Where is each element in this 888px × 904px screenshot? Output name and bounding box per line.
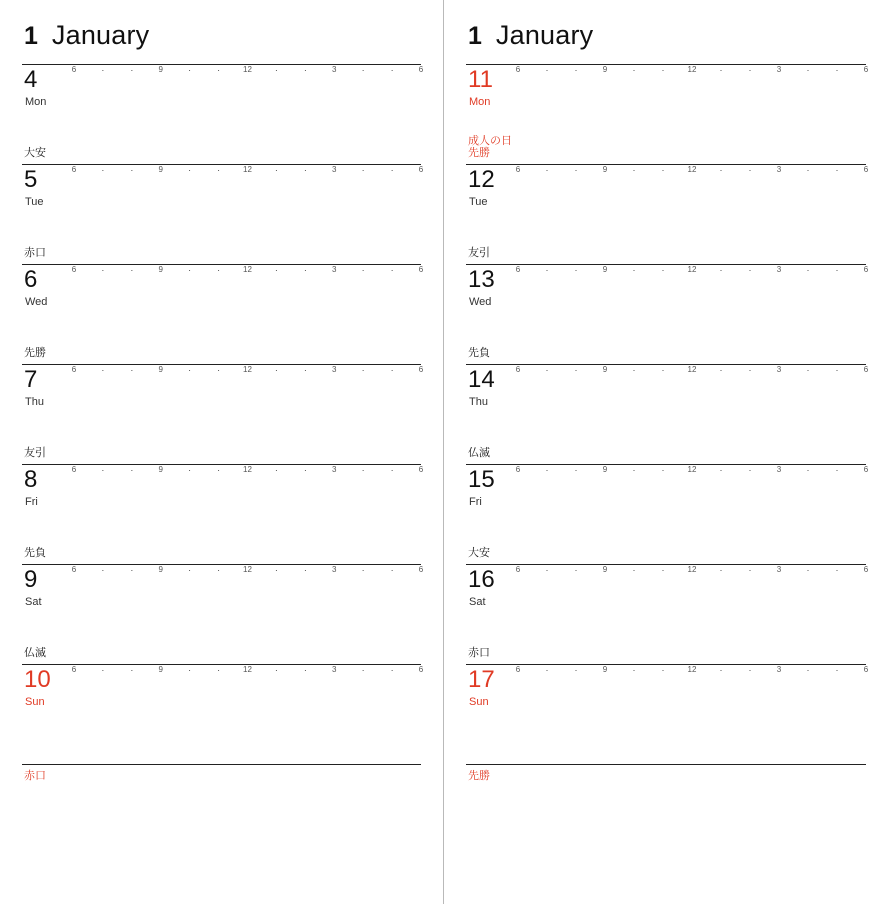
hour-tick-label: 9	[602, 265, 608, 274]
day-number: 17	[468, 666, 495, 693]
hour-tick-dot: ·	[188, 665, 192, 675]
hour-tick-label: 9	[602, 365, 608, 374]
day-name: Thu	[469, 396, 488, 408]
hour-tick-dot: ·	[303, 65, 307, 75]
hour-tick-dot: ·	[390, 165, 394, 175]
hour-tick-dot: ·	[545, 565, 549, 575]
hour-scale	[71, 265, 424, 279]
hour-tick-dot: ·	[303, 665, 307, 675]
rokuyou-label: 友引	[24, 447, 46, 459]
hour-tick-label: 12	[243, 365, 252, 374]
hour-tick-label: 6	[515, 265, 521, 274]
rokuyou-label: 先勝	[468, 770, 490, 782]
hour-tick-dot: ·	[303, 465, 307, 475]
hour-tick-label: 12	[687, 665, 697, 674]
rokuyou-label: 先負	[468, 347, 490, 359]
hour-tick-dot: ·	[632, 465, 636, 475]
hour-tick-label: 6	[515, 665, 521, 674]
hour-tick-dot: ·	[574, 365, 578, 375]
day-row[interactable]	[22, 147, 424, 264]
hour-tick-dot: ·	[806, 365, 810, 375]
page-right-content	[444, 0, 888, 904]
hour-tick-label: 6	[418, 65, 424, 74]
hour-tick-dot: ·	[101, 365, 105, 375]
month-number: 1	[468, 22, 482, 50]
day-name: Mon	[25, 96, 47, 108]
hour-tick-dot: ·	[217, 665, 221, 675]
hour-tick-label: 6	[515, 65, 521, 74]
hour-tick-dot: ·	[361, 565, 365, 575]
rokuyou-label: 仏滅	[468, 447, 490, 459]
day-row[interactable]	[22, 647, 424, 764]
day-row[interactable]	[22, 547, 424, 664]
hour-tick-dot: ·	[188, 165, 192, 175]
hour-tick-dot: ·	[101, 665, 105, 675]
month-name: January	[51, 20, 150, 50]
hour-tick-dot: ·	[217, 465, 221, 475]
hour-tick-dot: ·	[217, 265, 221, 275]
hour-tick-dot: ·	[661, 65, 665, 75]
hour-tick-dot: ·	[719, 565, 723, 575]
hour-tick-label: 9	[158, 565, 163, 574]
hour-tick-label: 6	[863, 665, 869, 674]
hour-scale	[515, 65, 869, 79]
hour-tick-label: 6	[418, 565, 424, 574]
hour-tick-label: 9	[158, 465, 163, 474]
hour-tick-label: 9	[602, 565, 608, 574]
hour-tick-dot: ·	[390, 365, 394, 375]
hour-tick-dot: ·	[748, 565, 752, 575]
day-name: Sun	[469, 696, 489, 708]
day-number: 15	[468, 466, 495, 493]
hour-tick-dot: ·	[303, 165, 307, 175]
hour-tick-dot: ·	[748, 665, 752, 675]
hour-tick-dot: ·	[574, 465, 578, 475]
hour-tick-dot: ·	[361, 165, 365, 175]
hour-tick-dot: ·	[390, 65, 394, 75]
hour-tick-dot: ·	[188, 365, 192, 375]
day-name: Tue	[25, 196, 44, 208]
month-name: January	[495, 20, 594, 50]
hour-tick-label: 3	[332, 165, 337, 174]
page-right	[444, 0, 888, 904]
hour-tick-dot: ·	[748, 365, 752, 375]
hour-tick-label: 3	[332, 65, 337, 74]
hour-tick-dot: ·	[188, 465, 192, 475]
hour-tick-dot: ·	[130, 165, 134, 175]
hour-tick-dot: ·	[130, 365, 134, 375]
hour-scale	[71, 465, 424, 479]
day-number: 5	[24, 166, 38, 193]
hour-tick-label: 6	[515, 465, 521, 474]
day-row[interactable]	[22, 447, 424, 564]
hour-tick-label: 6	[71, 165, 77, 174]
hour-tick-dot: ·	[188, 265, 192, 275]
hour-tick-dot: ·	[835, 265, 839, 275]
hour-tick-label: 12	[687, 365, 697, 374]
rokuyou-label: 大安	[468, 547, 490, 559]
hour-tick-dot: ·	[806, 565, 810, 575]
hour-tick-dot: ·	[661, 365, 665, 375]
hour-tick-dot: ·	[661, 165, 665, 175]
day-name: Tue	[469, 196, 488, 208]
hour-tick-dot: ·	[545, 65, 549, 75]
hour-tick-dot: ·	[632, 65, 636, 75]
hour-tick-dot: ·	[390, 265, 394, 275]
hour-tick-label: 12	[243, 465, 252, 474]
hour-tick-dot: ·	[806, 665, 810, 675]
hour-tick-dot: ·	[130, 665, 134, 675]
page-left-content	[0, 0, 443, 904]
day-name: Wed	[469, 296, 492, 308]
hour-scale	[515, 465, 869, 479]
hour-tick-dot: ·	[719, 265, 723, 275]
hour-tick-dot: ·	[130, 465, 134, 475]
hour-tick-dot: ·	[130, 565, 134, 575]
hour-tick-dot: ·	[574, 265, 578, 275]
hour-tick-label: 6	[71, 65, 77, 74]
day-name: Sat	[469, 596, 486, 608]
hour-tick-dot: ·	[361, 665, 365, 675]
hour-tick-label: 9	[602, 665, 608, 674]
hour-tick-label: 9	[158, 65, 163, 74]
hour-tick-dot: ·	[835, 465, 839, 475]
hour-scale	[515, 365, 869, 379]
day-number: 16	[468, 566, 495, 593]
hour-tick-label: 12	[243, 265, 252, 274]
hour-tick-label: 12	[243, 165, 252, 174]
hour-tick-label: 9	[158, 165, 163, 174]
hour-tick-label: 9	[158, 665, 163, 674]
hour-tick-dot: ·	[274, 365, 278, 375]
hour-tick-dot: ·	[361, 65, 365, 75]
hour-tick-label: 6	[71, 365, 77, 374]
hour-tick-label: 12	[687, 465, 697, 474]
hour-tick-dot: ·	[217, 565, 221, 575]
hour-tick-label: 6	[863, 265, 869, 274]
hour-tick-dot: ·	[101, 65, 105, 75]
hour-tick-dot: ·	[101, 465, 105, 475]
rokuyou-label: 先負	[24, 547, 46, 559]
hour-tick-label: 6	[418, 165, 424, 174]
day-name: Thu	[25, 396, 44, 408]
hour-tick-label: 3	[776, 65, 782, 74]
rokuyou-label: 赤口	[468, 647, 490, 659]
hour-tick-dot: ·	[748, 165, 752, 175]
hour-tick-label: 12	[243, 565, 252, 574]
hour-tick-dot: ·	[303, 365, 307, 375]
hour-tick-dot: ·	[274, 565, 278, 575]
day-number: 14	[468, 366, 495, 393]
hour-tick-dot: ·	[101, 265, 105, 275]
hour-tick-dot: ·	[274, 165, 278, 175]
hour-tick-dot: ·	[661, 565, 665, 575]
hour-tick-dot: ·	[545, 465, 549, 475]
hour-tick-label: 6	[71, 465, 77, 474]
hour-tick-label: 12	[687, 165, 697, 174]
hour-tick-dot: ·	[835, 365, 839, 375]
hour-tick-label: 3	[332, 365, 337, 374]
day-name: Fri	[25, 496, 38, 508]
hour-tick-dot: ·	[545, 165, 549, 175]
hour-tick-dot: ·	[632, 265, 636, 275]
hour-tick-label: 3	[776, 165, 782, 174]
hour-tick-dot: ·	[545, 665, 549, 675]
day-row[interactable]	[466, 147, 869, 264]
hour-scale	[515, 265, 869, 279]
hour-tick-label: 9	[158, 365, 163, 374]
hour-tick-dot: ·	[632, 365, 636, 375]
hour-tick-dot: ·	[748, 265, 752, 275]
day-name: Wed	[25, 296, 48, 308]
hour-tick-dot: ·	[101, 165, 105, 175]
hour-tick-label: 12	[243, 665, 252, 674]
hour-tick-dot: ·	[188, 565, 192, 575]
rokuyou-label: 先勝	[468, 147, 490, 159]
hour-tick-dot: ·	[748, 465, 752, 475]
hour-scale	[71, 365, 424, 379]
hour-tick-dot: ·	[719, 365, 723, 375]
day-number: 13	[468, 266, 495, 293]
hour-tick-dot: ·	[719, 465, 723, 475]
hour-tick-dot: ·	[274, 465, 278, 475]
hour-tick-label: 9	[602, 165, 608, 174]
hour-tick-dot: ·	[361, 465, 365, 475]
hour-tick-label: 6	[71, 265, 77, 274]
hour-tick-dot: ·	[574, 65, 578, 75]
hour-tick-label: 3	[776, 365, 782, 374]
hour-scale	[515, 665, 869, 679]
hour-tick-dot: ·	[632, 165, 636, 175]
hour-tick-dot: ·	[574, 165, 578, 175]
day-row[interactable]	[466, 647, 869, 764]
hour-tick-dot: ·	[274, 265, 278, 275]
rokuyou-label: 仏滅	[24, 647, 46, 659]
hour-tick-label: 6	[863, 65, 869, 74]
hour-tick-label: 6	[515, 565, 521, 574]
hour-tick-dot: ·	[303, 565, 307, 575]
day-name: Sat	[25, 596, 42, 608]
hour-tick-dot: ·	[719, 65, 723, 75]
day-row[interactable]	[466, 347, 869, 464]
day-number: 9	[24, 566, 38, 593]
next-week-rokuyou-row	[466, 764, 866, 806]
hour-tick-label: 3	[332, 565, 337, 574]
day-name: Sun	[25, 696, 45, 708]
hour-tick-label: 3	[332, 465, 337, 474]
hour-tick-label: 3	[332, 265, 337, 274]
day-row[interactable]	[22, 247, 424, 364]
day-number: 10	[24, 666, 51, 693]
hour-tick-dot: ·	[217, 365, 221, 375]
hour-tick-label: 12	[687, 265, 697, 274]
hour-tick-label: 9	[602, 65, 608, 74]
hour-tick-label: 6	[863, 465, 869, 474]
hour-tick-dot: ·	[661, 665, 665, 675]
hour-tick-dot: ·	[217, 65, 221, 75]
hour-scale	[71, 65, 424, 79]
hour-tick-dot: ·	[361, 265, 365, 275]
hour-tick-label: 6	[863, 365, 869, 374]
hour-tick-label: 6	[418, 265, 424, 274]
day-number: 4	[24, 66, 38, 93]
day-row[interactable]	[466, 247, 869, 364]
hour-tick-dot: ·	[806, 65, 810, 75]
month-header-right	[466, 22, 866, 56]
hour-tick-dot: ·	[806, 465, 810, 475]
hour-tick-label: 9	[602, 465, 608, 474]
day-number: 7	[24, 366, 38, 393]
hour-tick-dot: ·	[303, 265, 307, 275]
hour-tick-label: 6	[863, 165, 869, 174]
day-row[interactable]	[22, 64, 424, 164]
hour-tick-label: 12	[243, 65, 252, 74]
hour-tick-dot: ·	[545, 265, 549, 275]
hour-tick-label: 3	[776, 565, 782, 574]
hour-tick-label: 6	[418, 665, 424, 674]
hour-tick-dot: ·	[806, 265, 810, 275]
hour-tick-label: 3	[776, 665, 782, 674]
hour-tick-label: 3	[332, 665, 337, 674]
hour-tick-dot: ·	[632, 665, 636, 675]
hour-tick-dot: ·	[390, 465, 394, 475]
hour-scale	[515, 165, 869, 179]
hour-scale	[515, 565, 869, 579]
hour-scale	[71, 165, 424, 179]
hour-tick-dot: ·	[661, 465, 665, 475]
day-number: 12	[468, 166, 495, 193]
day-number: 11	[468, 66, 493, 93]
hour-tick-dot: ·	[806, 165, 810, 175]
hour-tick-dot: ·	[101, 565, 105, 575]
hour-tick-dot: ·	[274, 65, 278, 75]
hour-tick-dot: ·	[390, 665, 394, 675]
hour-tick-label: 6	[418, 365, 424, 374]
hour-tick-label: 6	[515, 165, 521, 174]
hour-tick-label: 6	[71, 565, 77, 574]
hour-tick-label: 3	[776, 465, 782, 474]
hour-tick-label: 6	[71, 665, 77, 674]
hour-tick-dot: ·	[361, 365, 365, 375]
hour-scale	[71, 665, 424, 679]
month-header-left	[22, 22, 421, 56]
day-name: Mon	[469, 96, 491, 108]
hour-tick-dot: ·	[130, 65, 134, 75]
hour-tick-dot: ·	[574, 565, 578, 575]
rokuyou-label: 先勝	[24, 347, 46, 359]
hour-tick-label: 3	[776, 265, 782, 274]
day-number: 6	[24, 266, 38, 293]
rokuyou-label: 大安	[24, 147, 46, 159]
hour-tick-dot: ·	[188, 65, 192, 75]
day-name: Fri	[469, 496, 482, 508]
hour-tick-label: 6	[515, 365, 521, 374]
hour-scale	[71, 565, 424, 579]
hour-tick-dot: ·	[130, 265, 134, 275]
hour-tick-label: 12	[687, 65, 697, 74]
hour-tick-dot: ·	[748, 65, 752, 75]
hour-tick-dot: ·	[835, 165, 839, 175]
next-week-rokuyou-row	[22, 764, 421, 806]
hour-tick-dot: ·	[632, 565, 636, 575]
day-row[interactable]	[466, 447, 869, 564]
rokuyou-label: 赤口	[24, 247, 46, 259]
hour-tick-dot: ·	[835, 565, 839, 575]
hour-tick-dot: ·	[719, 165, 723, 175]
hour-tick-label: 6	[863, 565, 869, 574]
hour-tick-dot: ·	[217, 165, 221, 175]
hour-tick-dot: ·	[274, 665, 278, 675]
hour-tick-dot: ·	[390, 565, 394, 575]
holiday-label: 成人の日	[468, 135, 512, 147]
hour-tick-dot: ·	[661, 265, 665, 275]
hour-tick-dot: ·	[835, 665, 839, 675]
rokuyou-label: 赤口	[24, 770, 46, 782]
hour-tick-label: 9	[158, 265, 163, 274]
hour-tick-dot: ·	[574, 665, 578, 675]
day-row[interactable]	[466, 64, 869, 164]
hour-tick-dot: ·	[835, 65, 839, 75]
hour-tick-label: 12	[687, 565, 697, 574]
day-number: 8	[24, 466, 38, 493]
hour-tick-dot: ·	[545, 365, 549, 375]
day-row[interactable]	[466, 547, 869, 664]
month-number: 1	[24, 22, 38, 50]
rokuyou-label: 友引	[468, 247, 490, 259]
hour-tick-label: 6	[418, 465, 424, 474]
day-row[interactable]	[22, 347, 424, 464]
hour-tick-dot: ·	[719, 665, 723, 675]
